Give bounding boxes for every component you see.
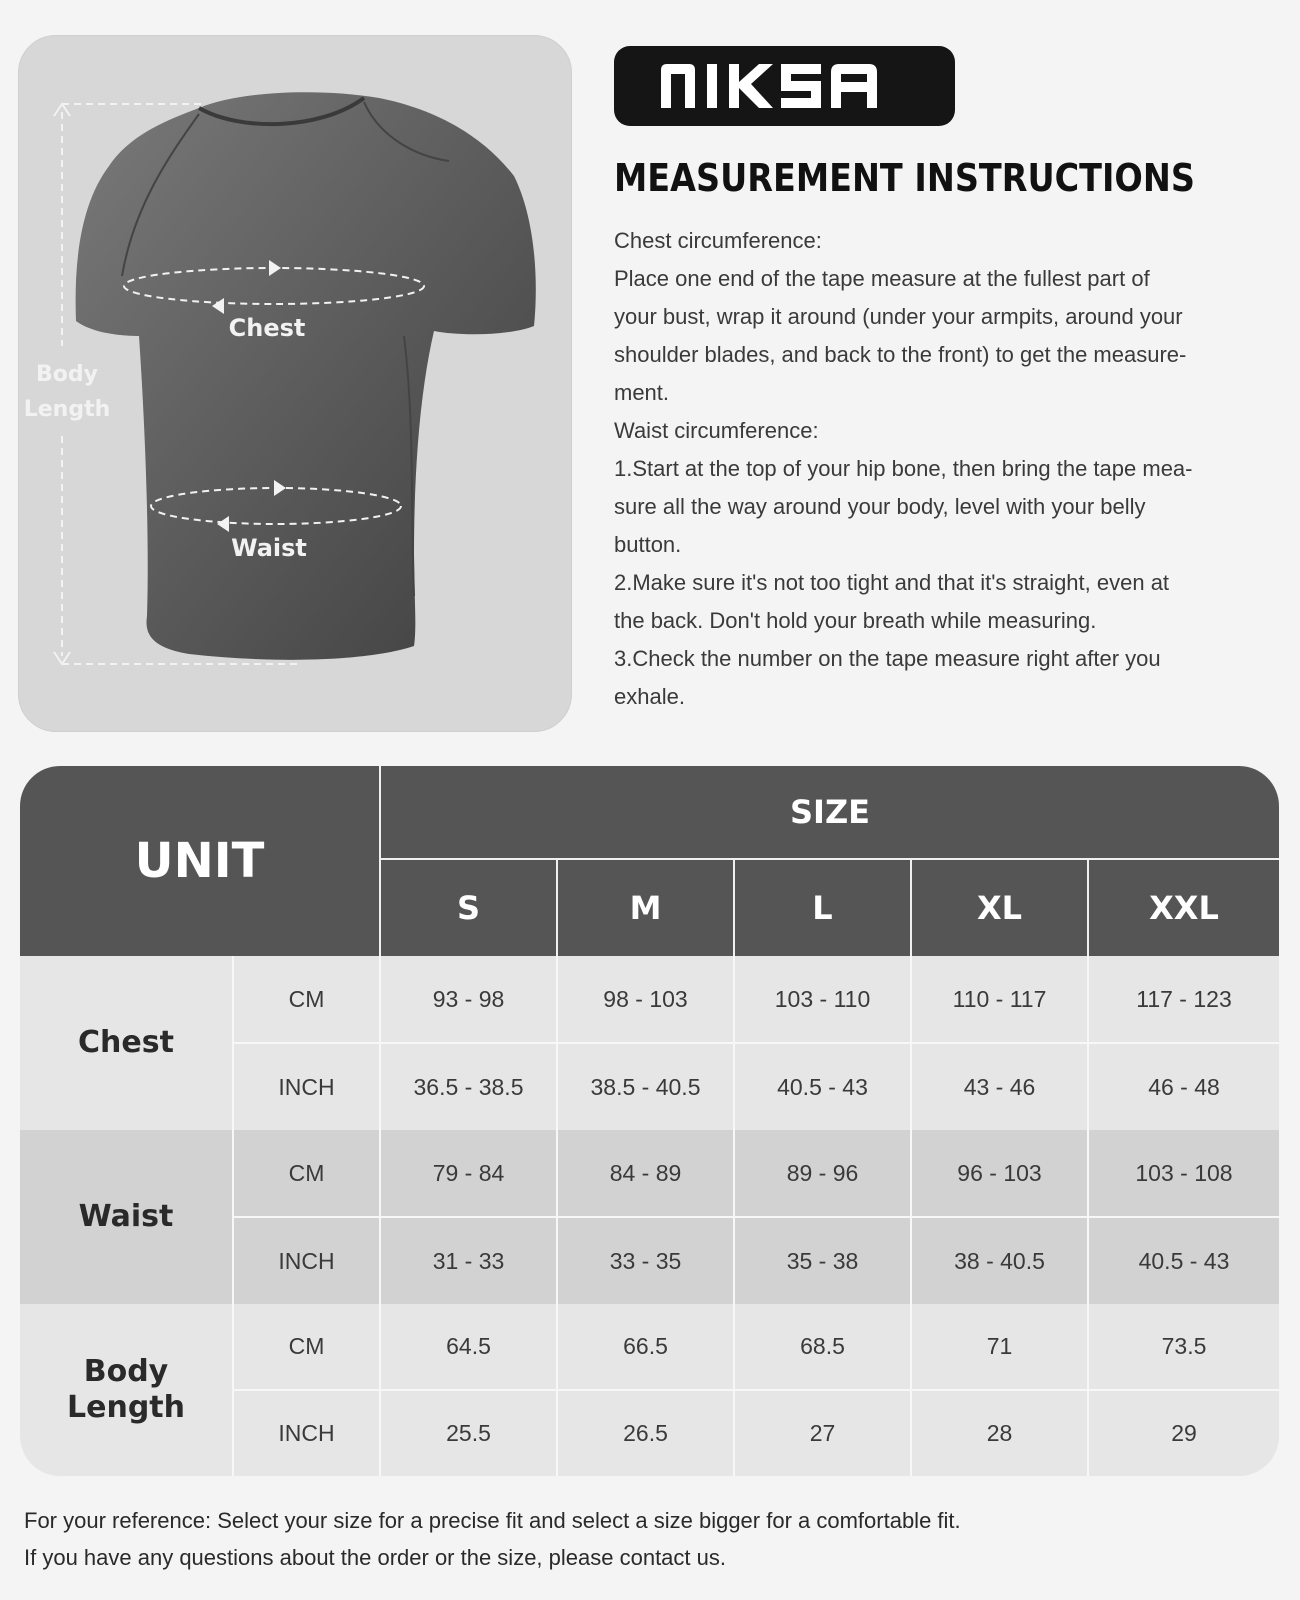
size-column-header: M [629, 889, 662, 927]
tshirt-illustration [19, 36, 571, 731]
size-column-header: XL [976, 889, 1023, 927]
table-row [232, 1391, 1279, 1476]
value-cell: 40.5 - 43 [1138, 1247, 1230, 1274]
waist-group [20, 1130, 1279, 1304]
group-label-waist [20, 1130, 232, 1304]
size-header: SIZE [789, 793, 870, 831]
instruction-line: your bust, wrap it around (under your armpits, around your [614, 304, 1183, 329]
unit-cell: CM [288, 1159, 325, 1186]
size-column-header: S [456, 889, 481, 927]
instruction-line: shoulder blades, and back to the front) to get the measure- [614, 342, 1187, 367]
value-cell: 38 - 40.5 [954, 1247, 1045, 1274]
group-label-text: Waist [78, 1199, 174, 1234]
value-cell: 73.5 [1161, 1333, 1207, 1359]
group-label-line: Body [83, 1354, 169, 1389]
group-label-text [67, 1354, 185, 1426]
group-label-chest [20, 956, 232, 1130]
value-cell: 25.5 [446, 1420, 491, 1446]
product-photo-panel [18, 35, 572, 732]
instruction-line: Chest circumference: [614, 228, 822, 253]
value-cell: 96 - 103 [957, 1159, 1042, 1186]
size-column-header: L [812, 889, 833, 927]
instruction-line: Waist circumference: [614, 418, 819, 443]
chest-label: Chest [228, 314, 306, 342]
unit-cell: CM [288, 985, 325, 1012]
instruction-line: button. [614, 532, 682, 557]
value-cell: 64.5 [446, 1333, 491, 1359]
size-chart-table [20, 766, 1279, 1476]
value-cell: 117 - 123 [1136, 985, 1232, 1012]
body-length-label-line2: Length [23, 397, 111, 422]
brand-logo [614, 46, 955, 126]
table-row [232, 956, 1279, 1042]
instruction-line: sure all the way around your body, level with your belly [614, 494, 1146, 519]
value-cell: 38.5 - 40.5 [590, 1073, 701, 1100]
value-cell: 103 - 108 [1135, 1159, 1233, 1186]
unit-cell: CM [288, 1333, 325, 1359]
instruction-line: ment. [614, 380, 670, 405]
waist-label: Waist [231, 534, 307, 562]
body-length-label-line1: Body [36, 362, 98, 387]
value-cell: 28 [986, 1420, 1013, 1446]
instruction-line: exhale. [614, 684, 685, 709]
table-row [232, 1304, 1279, 1389]
value-cell: 46 - 48 [1148, 1073, 1220, 1100]
table-row [232, 1218, 1279, 1304]
unit-cell: INCH [278, 1420, 335, 1446]
instruction-line: 1.Start at the top of your hip bone, then bring the tape mea- [614, 456, 1193, 481]
value-cell: 27 [809, 1420, 836, 1446]
tshirt-shape [76, 92, 536, 660]
instruction-line: Place one end of the tape measure at the fullest part of [614, 266, 1150, 291]
value-cell: 29 [1171, 1420, 1197, 1446]
value-cell: 84 - 89 [609, 1159, 682, 1186]
table-row [232, 1044, 1279, 1130]
table-row [232, 1130, 1279, 1216]
instructions-body [614, 222, 1254, 716]
unit-cell: INCH [278, 1073, 335, 1100]
value-cell: 103 - 110 [774, 985, 871, 1012]
value-cell: 89 - 96 [786, 1159, 859, 1186]
value-cell: 98 - 103 [603, 985, 688, 1012]
group-label-text: Chest [78, 1025, 174, 1060]
body-length-group [20, 1304, 1279, 1476]
footer-line: For your reference: Select your size for a precise fit and select a size bigger for a comfortable fit. [24, 1508, 961, 1533]
value-cell: 68.5 [800, 1333, 845, 1359]
group-label-line: Length [67, 1390, 185, 1425]
value-cell: 31 - 33 [432, 1247, 505, 1274]
group-label-body-length [20, 1304, 232, 1476]
value-cell: 35 - 38 [786, 1247, 859, 1274]
instruction-line: 2.Make sure it's not too tight and that it's straight, even at [614, 570, 1170, 595]
value-cell: 66.5 [623, 1333, 668, 1359]
chest-group [20, 956, 1279, 1130]
value-cell: 43 - 46 [963, 1073, 1036, 1100]
value-cell: 110 - 117 [952, 985, 1047, 1012]
value-cell: 36.5 - 38.5 [413, 1073, 524, 1100]
footer-note [24, 1502, 961, 1576]
unit-header: UNIT [134, 833, 265, 889]
size-column-header: XXL [1149, 889, 1219, 927]
table-header [20, 766, 1279, 956]
instruction-line: 3.Check the number on the tape measure right after you [614, 646, 1161, 671]
value-cell: 33 - 35 [609, 1247, 682, 1274]
brand-logo-mark [657, 60, 912, 112]
instructions-title: MEASUREMENT INSTRUCTIONS [614, 156, 1195, 200]
value-cell: 71 [986, 1333, 1013, 1359]
value-cell: 40.5 - 43 [777, 1073, 868, 1100]
unit-cell: INCH [278, 1247, 335, 1274]
instruction-line: the back. Don't hold your breath while measuring. [614, 608, 1097, 633]
value-cell: 79 - 84 [432, 1159, 505, 1186]
footer-line: If you have any questions about the order or the size, please contact us. [24, 1545, 726, 1570]
value-cell: 93 - 98 [432, 985, 505, 1012]
value-cell: 26.5 [623, 1420, 668, 1446]
